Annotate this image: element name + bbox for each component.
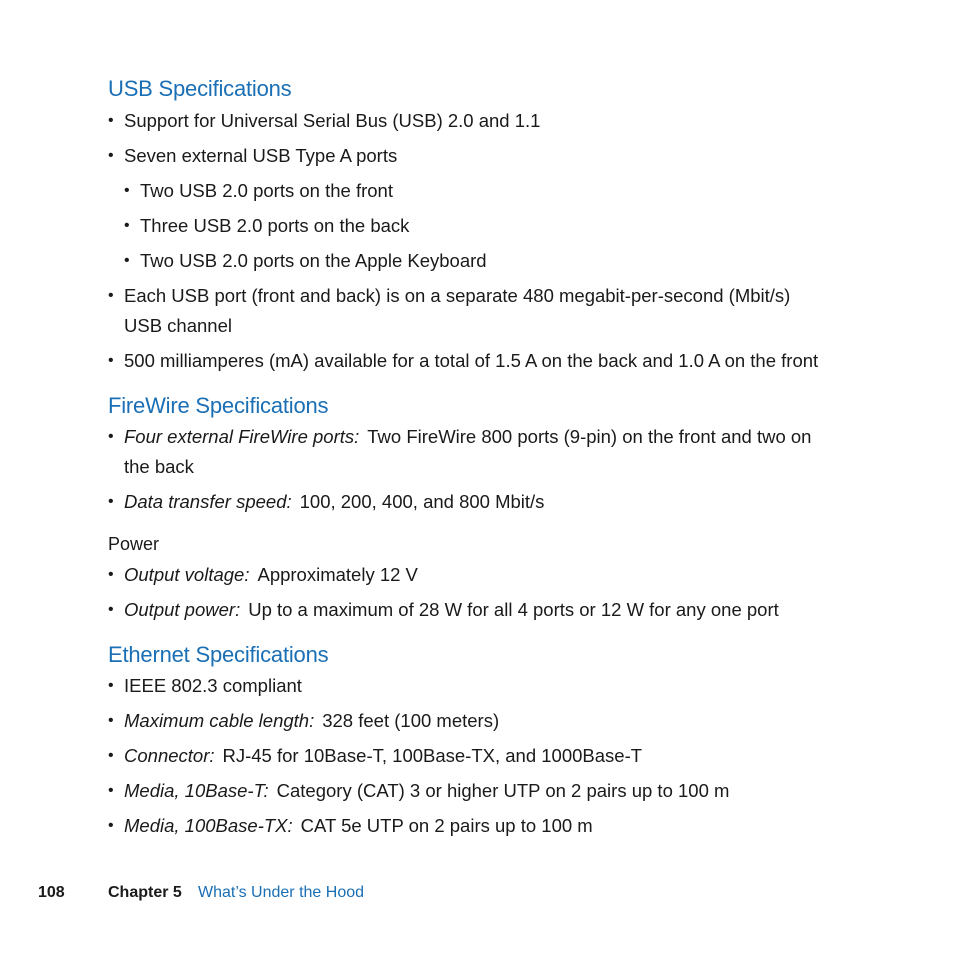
chapter-label: Chapter 5 bbox=[108, 884, 182, 901]
list-item: • Connector: RJ-45 for 10Base-T, 100Base-TX, and 1000Base-T bbox=[124, 741, 642, 771]
list-item: • Four external FireWire ports: Two FireWire 800 ports (9-pin) on the front and two on bbox=[124, 422, 811, 452]
list-item-continuation: the back bbox=[124, 456, 194, 477]
list-item: • Support for Universal Serial Bus (USB) 2.0 and 1.1 bbox=[124, 106, 540, 136]
list-item: • 500 milliamperes (mA) available for a total of 1.5 A on the back and 1.0 A on the front bbox=[124, 346, 818, 376]
list-item: • Output voltage: Approximately 12 V bbox=[124, 560, 418, 590]
list-item: • IEEE 802.3 compliant bbox=[124, 671, 302, 701]
power-heading: Power bbox=[108, 534, 160, 554]
bullet-icon: • bbox=[108, 147, 114, 164]
list-item: • Media, 100Base-TX: CAT 5e UTP on 2 pairs up to 100 m bbox=[124, 811, 593, 841]
sub-list-item: • Two USB 2.0 ports on the Apple Keyboard bbox=[140, 246, 487, 276]
usb-heading: USB Specifications bbox=[108, 76, 292, 101]
chapter-title: What’s Under the Hood bbox=[198, 884, 365, 901]
list-item: • Maximum cable length: 328 feet (100 meters) bbox=[124, 706, 499, 736]
firewire-heading: FireWire Specifications bbox=[108, 393, 329, 418]
bullet-icon: • bbox=[108, 747, 114, 764]
page-number: 108 bbox=[38, 884, 65, 901]
bullet-icon: • bbox=[108, 287, 114, 304]
bullet-icon: • bbox=[108, 428, 114, 445]
ethernet-heading: Ethernet Specifications bbox=[108, 642, 329, 667]
list-item: • Output power: Up to a maximum of 28 W for all 4 ports or 12 W for any one port bbox=[124, 595, 779, 625]
bullet-icon: • bbox=[108, 782, 114, 799]
list-item: • Seven external USB Type A ports bbox=[124, 141, 397, 171]
list-item-continuation: USB channel bbox=[124, 315, 232, 336]
bullet-icon: • bbox=[108, 112, 114, 129]
sub-list-item: • Three USB 2.0 ports on the back bbox=[140, 211, 409, 241]
list-item: • Data transfer speed: 100, 200, 400, and 800 Mbit/s bbox=[124, 487, 544, 517]
bullet-icon: • bbox=[108, 566, 114, 583]
bullet-icon: • bbox=[124, 217, 130, 234]
list-item: • Media, 10Base-T: Category (CAT) 3 or higher UTP on 2 pairs up to 100 m bbox=[124, 776, 729, 806]
bullet-icon: • bbox=[124, 252, 130, 269]
bullet-icon: • bbox=[108, 712, 114, 729]
sub-list-item: • Two USB 2.0 ports on the front bbox=[140, 176, 393, 206]
bullet-icon: • bbox=[108, 677, 114, 694]
bullet-icon: • bbox=[108, 352, 114, 369]
bullet-icon: • bbox=[124, 182, 130, 199]
bullet-icon: • bbox=[108, 493, 114, 510]
list-item: • Each USB port (front and back) is on a separate 480 megabit-per-second (Mbit/s) bbox=[124, 281, 790, 311]
bullet-icon: • bbox=[108, 601, 114, 618]
bullet-icon: • bbox=[108, 817, 114, 834]
